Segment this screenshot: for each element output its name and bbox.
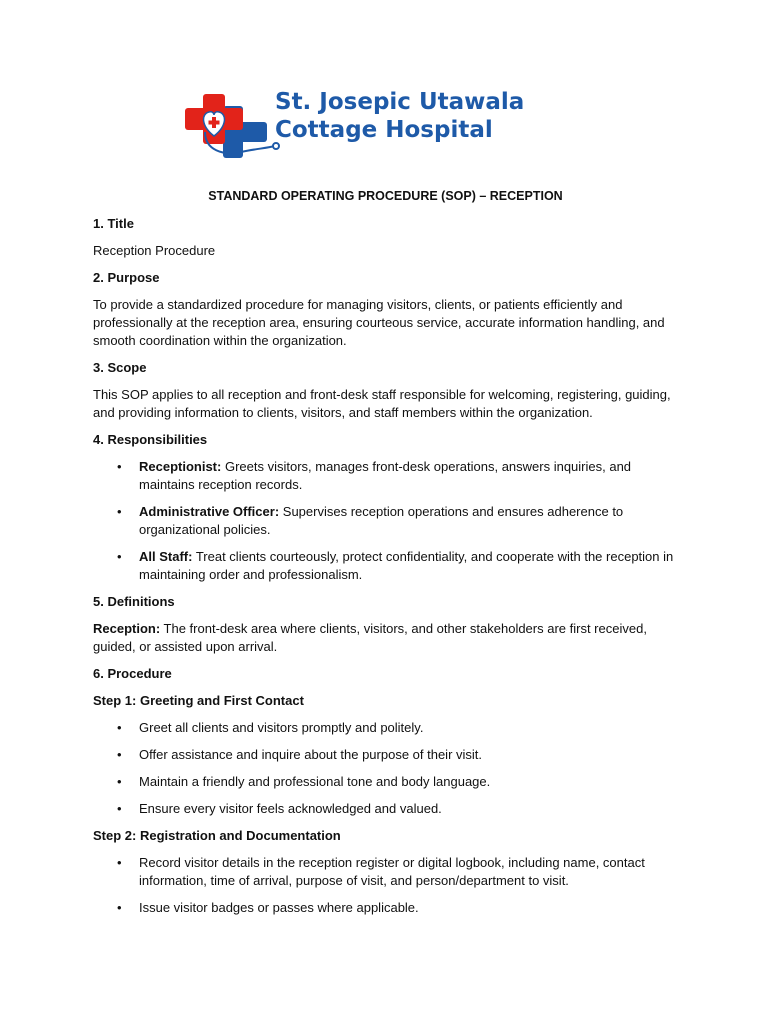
list-item-text: Greets visitors, manages front-desk operations, answers inquiries, and maintains reception records.: [139, 459, 632, 492]
step1-list: [93, 719, 678, 818]
section-text-purpose: To provide a standardized procedure for managing visitors, clients, or patients efficiently and professionally at the reception area, ensuring courteous service, accurate information handling, and smooth coordination within the organization.: [93, 297, 665, 348]
step2-list: [93, 854, 678, 917]
list-item: [139, 503, 678, 539]
list-item-term: Administrative Officer:: [139, 504, 280, 519]
list-item: • Offer assistance and inquire about the purpose of their visit.: [139, 746, 678, 764]
list-item-text: Treat clients courteously, protect confidentiality, and cooperate with the reception in maintaining order and professionalism.: [139, 549, 674, 582]
definition-term: Reception:: [93, 621, 161, 636]
hospital-name-line2: Cottage Hospital: [275, 117, 493, 143]
section-heading-definitions: 5. Definitions: [93, 594, 175, 609]
section-heading-title: 1. Title: [93, 216, 134, 231]
list-item: [139, 548, 678, 584]
list-item: • Ensure every visitor feels acknowledged and valued.: [139, 800, 678, 818]
document-body: [93, 187, 678, 926]
section-heading-scope: 3. Scope: [93, 360, 147, 375]
section-heading-procedure: 6. Procedure: [93, 666, 172, 681]
responsibilities-list: [93, 458, 678, 584]
list-item: • Record visitor details in the reception register or digital logbook, including name, contact information, time of arrival, purpose of visit, and person/department to visit.: [139, 854, 678, 890]
list-item: • Greet all clients and visitors promptly and politely.: [139, 719, 678, 737]
hospital-logo: [183, 88, 593, 160]
list-item: • Maintain a friendly and professional tone and body language.: [139, 773, 678, 791]
section-heading-responsibilities: 4. Responsibilities: [93, 432, 208, 447]
medical-cross-stethoscope-icon: [183, 88, 283, 160]
list-item-term: All Staff:: [139, 549, 193, 564]
definition-text: The front-desk area where clients, visitors, and other stakeholders are first received, guided, or assisted upon arrival.: [93, 621, 647, 654]
list-item: [139, 458, 678, 494]
document-title: STANDARD OPERATING PROCEDURE (SOP) – RECEPTION: [208, 189, 563, 203]
hospital-name-line1: St. Josepic Utawala: [275, 89, 525, 115]
section-text-title: Reception Procedure: [93, 243, 216, 258]
section-text-definitions: [93, 620, 678, 656]
list-item-term: Receptionist:: [139, 459, 222, 474]
section-text-scope: This SOP applies to all reception and front-desk staff responsible for welcoming, registering, guiding, and providing information to clients, visitors, and staff members within the organization.: [93, 387, 671, 420]
hospital-name: [275, 88, 595, 144]
step2-heading: Step 2: Registration and Documentation: [93, 828, 341, 843]
step1-heading: Step 1: Greeting and First Contact: [93, 693, 304, 708]
list-item: • Issue visitor badges or passes where applicable.: [139, 899, 678, 917]
section-heading-purpose: 2. Purpose: [93, 270, 160, 285]
list-item-text: Supervises reception operations and ensures adherence to organizational policies.: [139, 504, 624, 537]
